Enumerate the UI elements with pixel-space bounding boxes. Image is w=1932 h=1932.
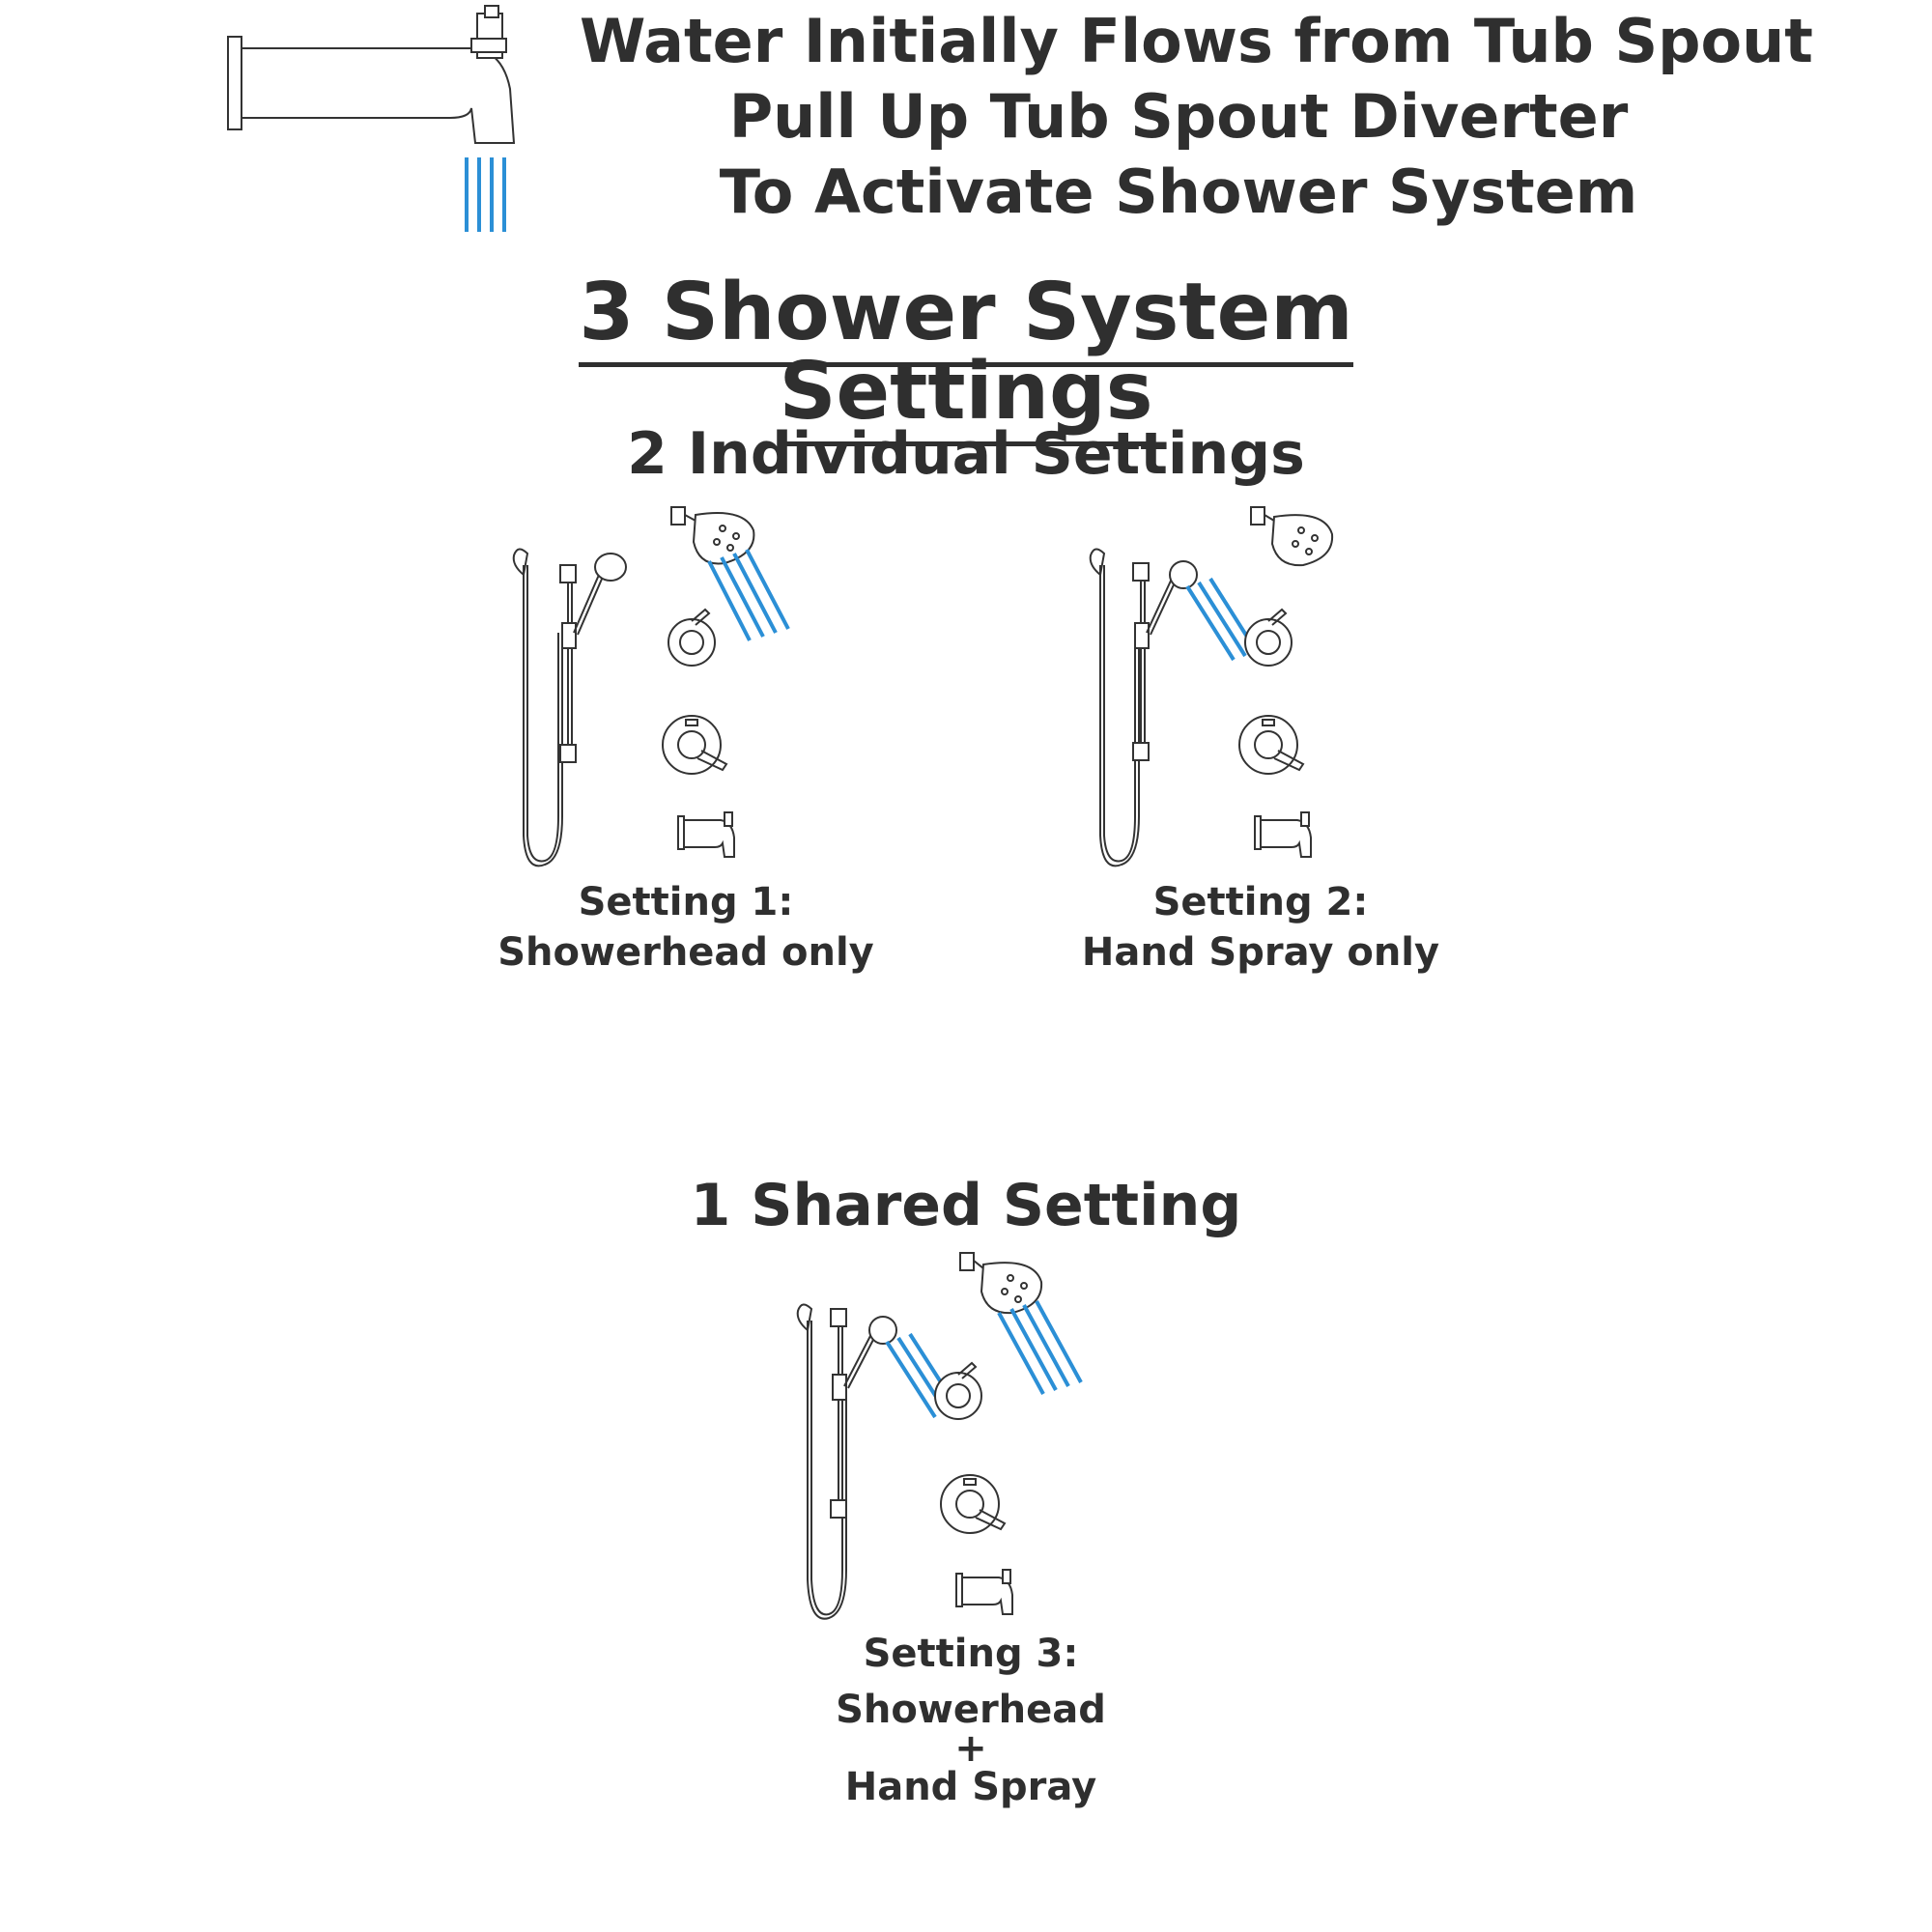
valve-icon xyxy=(668,610,715,666)
setting-1-desc: Showerhead only xyxy=(497,930,874,975)
page-title-text: 3 Shower System Settings xyxy=(579,267,1352,446)
setting-2-label: Setting 2: xyxy=(1152,880,1369,924)
individual-settings-heading: 2 Individual Settings xyxy=(627,420,1305,488)
hand-shower-icon xyxy=(514,549,626,866)
shared-setting-heading: 1 Shared Setting xyxy=(690,1172,1242,1239)
setting-3-desc-1: Showerhead xyxy=(836,1688,1106,1732)
water-stream-icon xyxy=(999,1301,1081,1394)
diverter-valve-icon xyxy=(1239,716,1303,774)
hand-shower-icon xyxy=(798,1304,896,1618)
tub-spout-icon xyxy=(228,6,514,143)
hand-shower-icon xyxy=(1091,549,1197,866)
setting-3-caption xyxy=(729,1629,1212,1812)
valve-icon xyxy=(1245,610,1292,666)
diverter-valve-icon xyxy=(663,716,726,774)
valve-icon xyxy=(935,1363,981,1419)
diverter-valve-icon xyxy=(941,1475,1005,1533)
setting-3-plus: + xyxy=(954,1726,987,1771)
tub-spout-icon xyxy=(1255,812,1311,857)
showerhead-icon xyxy=(960,1253,1041,1313)
showerhead-icon xyxy=(671,507,753,564)
setting-3-desc-2: Hand Spray xyxy=(844,1765,1097,1809)
setting-2-caption xyxy=(1019,877,1502,978)
water-stream-icon xyxy=(467,157,504,232)
showerhead-icon xyxy=(1251,507,1332,565)
tub-spout-icon xyxy=(678,812,734,857)
setting-3-label: Setting 3: xyxy=(863,1632,1079,1676)
tub-spout-illustration xyxy=(222,0,531,242)
intro-line-1: Water Initially Flows from Tub Spout xyxy=(580,6,1813,76)
intro-line-3: To Activate Shower System xyxy=(719,156,1638,227)
setting-2-illustration xyxy=(1079,497,1427,874)
setting-3-illustration xyxy=(784,1241,1132,1628)
setting-1-label: Setting 1: xyxy=(578,880,794,924)
setting-1-illustration xyxy=(502,497,850,874)
page-title xyxy=(386,267,1546,438)
setting-2-desc: Hand Spray only xyxy=(1081,930,1440,975)
setting-1-caption xyxy=(444,877,927,978)
intro-line-2: Pull Up Tub Spout Diverter xyxy=(728,81,1629,152)
tub-spout-icon xyxy=(956,1570,1012,1614)
